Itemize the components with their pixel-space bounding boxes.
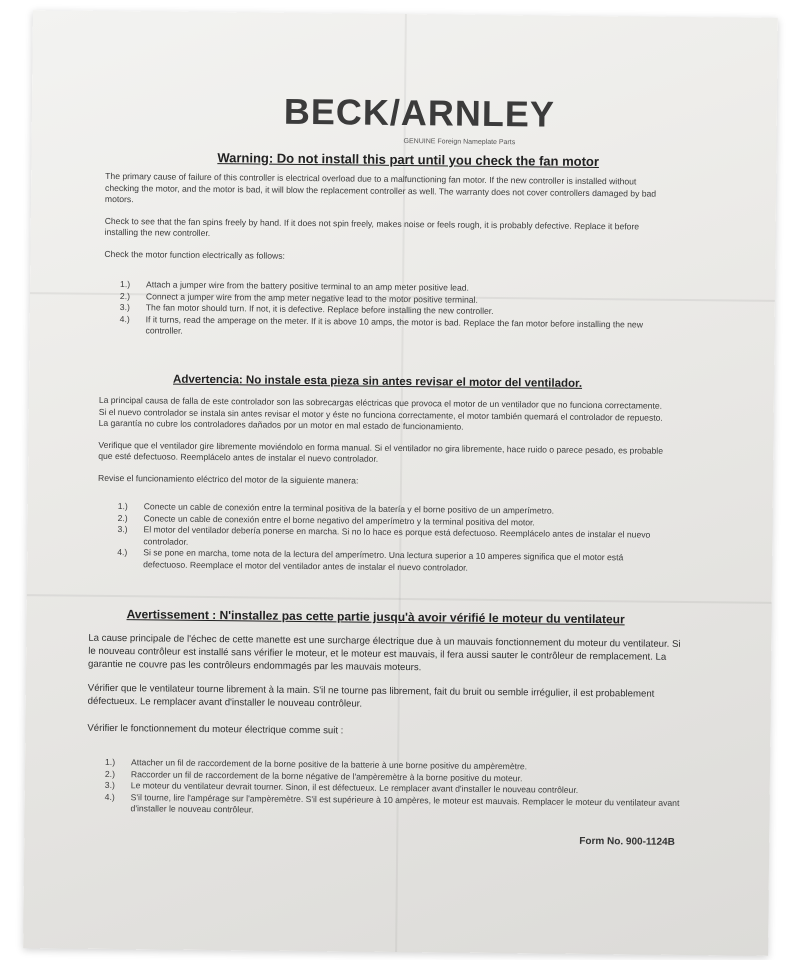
list-item: 2.) Connect a jumper wire from the amp meter negative lead to the motor positive terminal. (119, 290, 478, 305)
english-body (104, 171, 665, 266)
brand-tagline: GENUINE Foreign Nameplate Parts (403, 138, 516, 147)
brand-logo: BECK/ARNLEY (283, 90, 556, 135)
list-item: 1.) Conecte un cable de conexión entre la terminal positiva de la batería y el borne positivo de un amperímetro. (117, 501, 555, 516)
french-paragraph-1: La cause principale de l'échec de cette manette est une surcharge électrique due à un mauvais fonctionnement du moteur du ventilateur. Si le nouveau contrôleur est installé sans vérifier le moteur, et le moteur est mauvais, il fera aussi sauter le contrôleur de remplacement. La garantie ne couvre pas les contrôleurs endommagés par les mauvais moteurs. (88, 632, 681, 673)
english-steps (120, 279, 661, 342)
french-paragraph-3: Vérifier le fonctionnement du moteur électrique comme suit : (87, 722, 344, 737)
french-paragraph-2: Vérifier que le ventilateur tourne librement à la main. S'il ne tourne pas librement, fait du bruit ou semble irrégulier, il est probablement défectueux. Le remplacer avant d'installer le nouveau contrôleur. (87, 683, 655, 710)
list-item: 1.) Attacher un fil de raccordement de la borne positive de la batterie à une borne positive du ampèremètre. (105, 756, 528, 772)
spanish-paragraph-1: La principal causa de falla de este controlador son las sobrecargas eléctricas que provoca el motor de un ventilador que no funciona correctamente. Si el nuevo controlador se instala sin antes revisar el motor y éste no funciona correctamente, el motor también quemará el controlador de repuesto. La garantía no cubre los controladores dañados por un motor en mal estado de funcionamiento. (98, 394, 663, 432)
list-item: 3.) El motor del ventilador debería ponerse en marcha. Si no lo hace es porque está defectuoso. Reemplácelo antes de instalar el nuevo controlador. (117, 524, 651, 547)
list-item: 3.) The fan motor should turn. If not, it is defective. Replace before installing the new controller. (119, 302, 494, 316)
list-item: 4.) Si se pone en marcha, tome nota de la lectura del amperímetro. Una lectura superior a 10 amperes significa que el motor está defectuoso. Reemplace el motor del ventilador antes de instalar el nuevo controlador. (117, 547, 624, 573)
english-paragraph-2: Check to see that the fan spins freely by hand. If it does not spin freely, makes noise or feels rough, it is probably defective. Replace it before installing the new controller. (104, 215, 640, 238)
french-title: Avertissement : N'installez pas cette partie jusqu'à avoir vérifié le moteur du ventilateur (126, 607, 625, 627)
english-paragraph-1: The primary cause of failure of this controller is electrical overload due to a malfunctioning fan motor. If the new controller is installed without checking the motor, and the motor is bad, it will blow the replacement controller as well. The warranty does not cover controllers damaged by bad motors. (104, 170, 657, 205)
spanish-title: Advertencia: No instale esta pieza sin antes revisar el motor del ventilador. (173, 373, 583, 390)
list-item: 4.) S'il tourne, lire l'ampérage sur l'ampèremètre. S'il est supérieure à 10 ampères, le moteur est mauvais. Remplacer le moteur du ventilateur avant d'installer le nouveau contrôleur. (104, 791, 680, 815)
list-item: 4.) If it turns, read the amperage on the meter. If it is above 10 amps, the motor is bad. Replace the fan motor before installing the new controller. (119, 313, 644, 336)
english-paragraph-3: Check the motor function electrically as follows: (104, 248, 285, 261)
list-item: 2.) Conecte un cable de conexión entre el borne negativo del amperímetro y la terminal positiva del motor. (117, 512, 535, 527)
spanish-steps (117, 501, 666, 576)
spanish-body (98, 395, 669, 490)
spanish-paragraph-2: Verifique que el ventilador gire libremente moviéndolo en forma manual. Si el ventilador no gira libremente, hace ruido o parece pesado, es probable que esté defectuoso. Reemplácelo antes de instalar el nuevo controlador. (98, 439, 664, 464)
spanish-paragraph-3: Revise el funcionamiento eléctrico del motor de la siguiente manera: (97, 472, 359, 486)
list-item: 1.) Attach a jumper wire from the battery positive terminal to an amp meter positive lead. (120, 279, 469, 293)
instruction-sheet (23, 10, 778, 956)
french-body (87, 633, 688, 742)
list-item: 2.) Raccorder un fil de raccordement de la borne négative de l'ampèremètre à la borne positive du moteur. (104, 768, 523, 783)
english-title: Warning: Do not install this part until you check the fan motor (217, 150, 600, 170)
list-item: 3.) Le moteur du ventilateur devrait tourner. Sinon, il est défectueux. Le remplacer avant d'installer le nouveau contrôleur. (104, 779, 579, 795)
form-number: Form No. 900-1124B (579, 835, 675, 848)
french-steps (105, 757, 706, 821)
